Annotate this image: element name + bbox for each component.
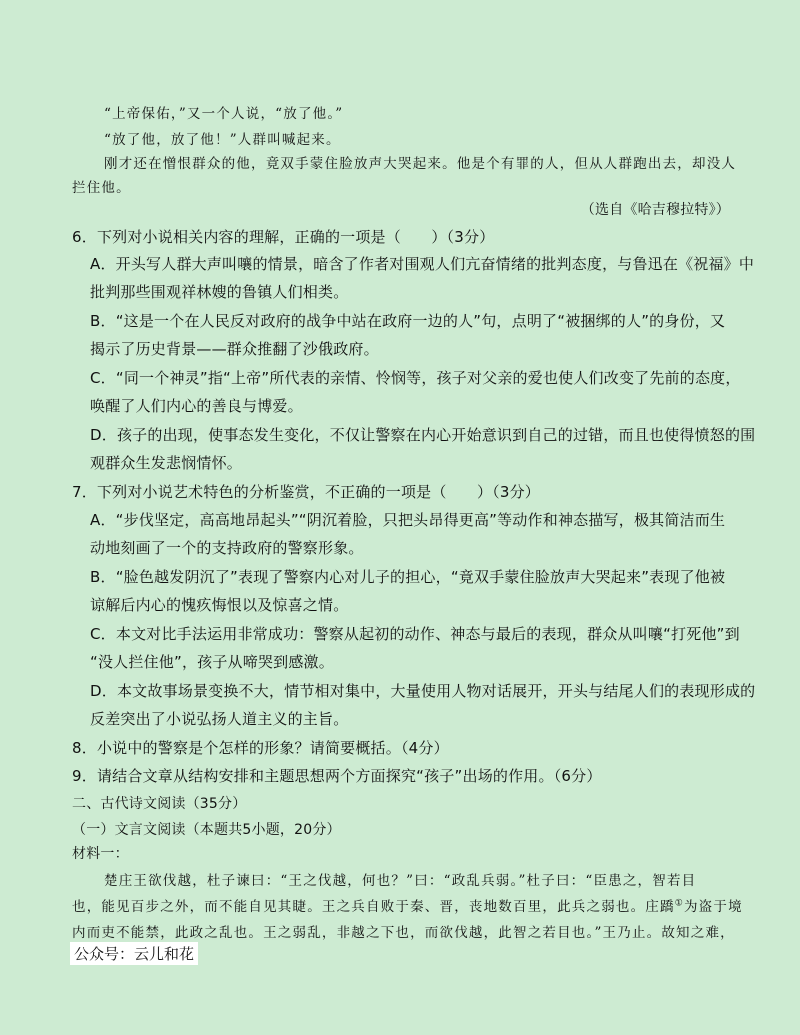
q7-option-d-line-1: D．本文故事场景变换不大，情节相对集中，大量使用人物对话展开，开头与结尾人们的表现形成的 xyxy=(90,682,756,700)
q7-option-c-line-2: “没人拦住他”，孩子从啼哭到感激。 xyxy=(90,653,334,671)
q6-option-d-line-1: D．孩子的出现，使事态发生变化，不仅让警察在内心开始意识到自己的过错，而且也使得愤怒的围 xyxy=(90,426,756,444)
passage-line-2: “放了他，放了他！”人群叫喊起来。 xyxy=(104,132,341,148)
question-9: 9．请结合文章从结构安排和主题思想两个方面探究“孩子”出场的作用。（6分） xyxy=(72,767,602,785)
material-1-label: 材料一： xyxy=(72,846,129,862)
q6-option-c-line-1: C．“同一个神灵”指“上帝”所代表的亲情、怜悯等，孩子对父亲的爱也使人们改变了先前的态度， xyxy=(90,369,741,387)
q7-option-a-line-2: 动地刻画了一个的支持政府的警察形象。 xyxy=(90,539,364,557)
q7-option-b-line-1: B．“脸色越发阴沉了”表现了警察内心对儿子的担心，“竟双手蒙住脸放声大哭起来”表现了他被 xyxy=(90,568,726,586)
q6-option-b-line-1: B．“这是一个在人民反对政府的战争中站在政府一边的人”句，点明了“被捆绑的人”的身份，又 xyxy=(90,312,726,330)
q6-option-b-line-2: 揭示了历史背景——群众推翻了沙俄政府。 xyxy=(90,340,379,358)
section-2-subtitle: （一）文言文阅读（本题共5小题，20分） xyxy=(72,822,341,838)
q7-option-d-line-2: 反差突出了小说弘扬人道主义的主旨。 xyxy=(90,710,349,728)
classical-text-line-2: 也，能见百步之外，而不能自见其睫。王之兵自败于秦、晋，丧地数百里，此兵之弱也。庄蹻①为盗于境 xyxy=(72,898,743,915)
section-2-title: 二、古代诗文阅读（35分） xyxy=(72,796,247,812)
watermark-label: 公众号：云儿和花 xyxy=(70,942,198,965)
question-6-stem: 6．下列对小说相关内容的理解，正确的一项是（ ）（3分） xyxy=(72,228,495,246)
passage-line-1: “上帝保佑，”又一个人说，“放了他。” xyxy=(104,106,344,122)
classical-text-line-1: 楚庄王欲伐越，杜子谏曰：“王之伐越，何也？”曰：“政乱兵弱。”杜子曰：“臣患之，智若目 xyxy=(104,873,697,889)
q6-option-c-line-2: 唤醒了人们内心的善良与博爱。 xyxy=(90,397,303,415)
passage-line-3: 刚才还在憎恨群众的他，竟双手蒙住脸放声大哭起来。他是个有罪的人，但从人群跑出去，却没人 xyxy=(104,156,737,172)
q7-option-c-line-1: C．本文对比手法运用非常成功：警察从起初的动作、神态与最后的表现，群众从叫嚷“打死他”到 xyxy=(90,625,740,643)
passage-line-4: 拦住他。 xyxy=(72,180,131,196)
q6-option-d-line-2: 观群众生发悲悯情怀。 xyxy=(90,454,243,472)
footnote-marker: ① xyxy=(674,898,684,909)
question-8: 8．小说中的警察是个怎样的形象？请简要概括。（4分） xyxy=(72,739,449,757)
q6-option-a-line-1: A．开头写人群大声叫嚷的情景，暗含了作者对围观人们亢奋情绪的批判态度，与鲁迅在《祝福》中 xyxy=(90,255,755,273)
q6-option-a-line-2: 批判那些围观祥林嫂的鲁镇人们相类。 xyxy=(90,283,349,301)
q7-option-b-line-2: 谅解后内心的愧疚悔恨以及惊喜之情。 xyxy=(90,596,349,614)
q7-option-a-line-1: A．“步伐坚定，高高地昂起头”“阴沉着脸，只把头昂得更高”等动作和神态描写，极其简洁而生 xyxy=(90,511,726,529)
passage-source: （选自《哈吉穆拉特》） xyxy=(580,202,730,218)
question-7-stem: 7．下列对小说艺术特色的分析鉴赏，不正确的一项是（ ）（3分） xyxy=(72,483,540,501)
classical-text-line-3: 内而吏不能禁，此政之乱也。王之弱乱，非越之下也，而欲伐越，此智之若目也。”王乃止。故知之难， xyxy=(72,925,735,941)
